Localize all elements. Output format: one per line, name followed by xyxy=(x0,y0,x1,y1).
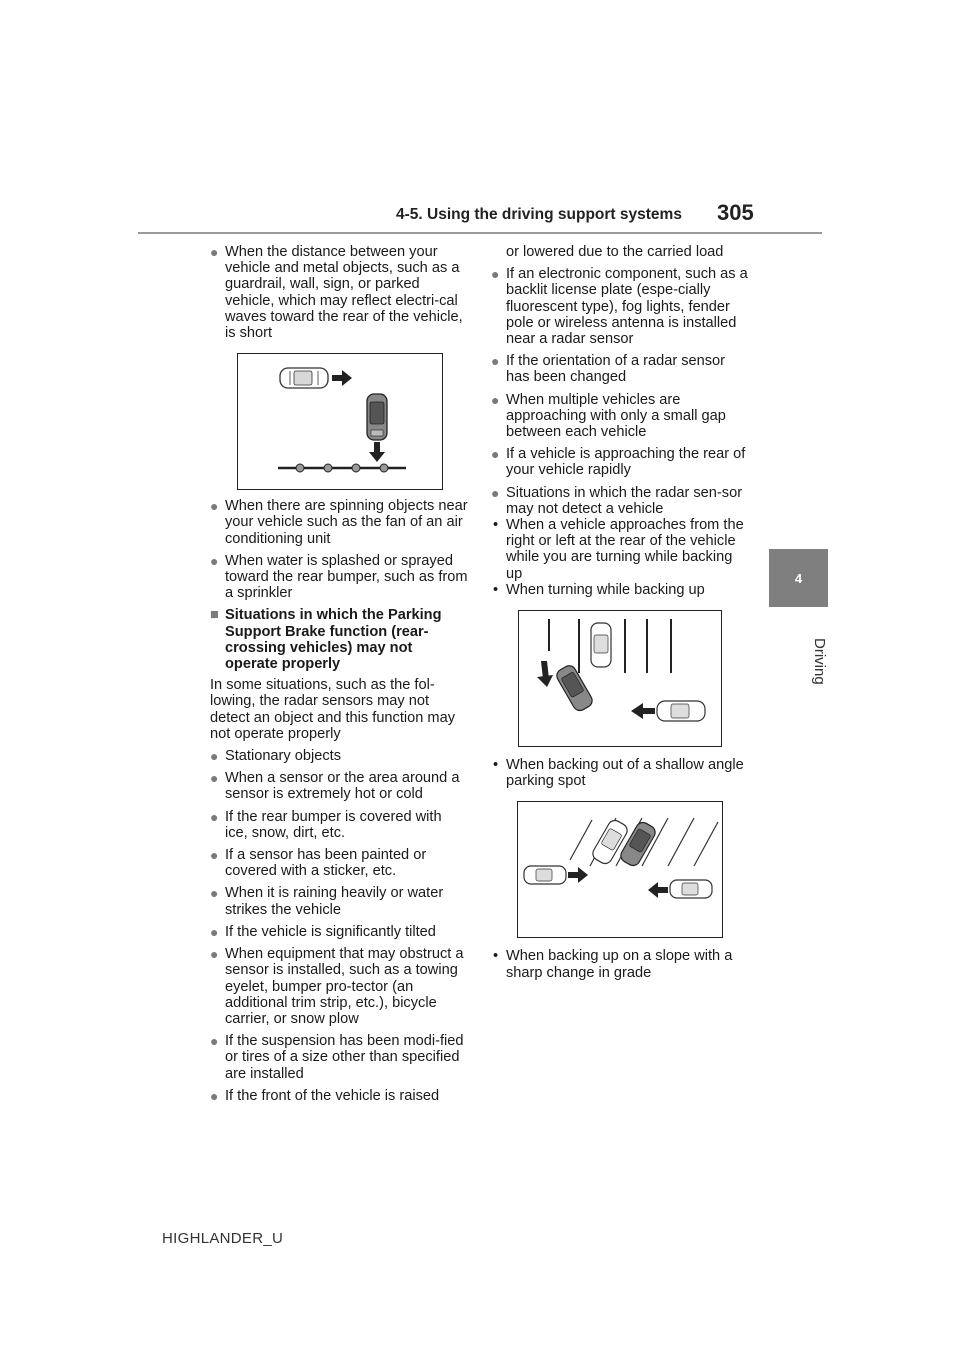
list-item: ● If a sensor has been painted or covered with a sticker, etc. xyxy=(210,847,427,880)
arrow-right-icon xyxy=(332,370,352,386)
bullet-icon: ● xyxy=(210,1087,219,1104)
chapter-tab-number: 4 xyxy=(769,549,828,607)
list-item: ● When multiple vehicles are approaching with only a small gap between each vehicle xyxy=(491,391,726,441)
bullet-icon: ● xyxy=(210,923,219,940)
bullet-icon: ● xyxy=(491,484,500,501)
arrow-left-icon xyxy=(631,703,655,719)
chapter-tab-label: Driving xyxy=(811,637,828,685)
bullet-icon: ● xyxy=(210,946,219,963)
list-item: ● If the rear bumper is covered with ice, snow, dirt, etc. xyxy=(210,808,442,841)
figure-shallow-angle xyxy=(517,801,723,938)
list-item: ● When a sensor or the area around a sensor is extremely hot or cold xyxy=(210,770,460,803)
list-item-continuation: or lowered due to the carried load xyxy=(506,244,724,260)
left-vehicle-shape xyxy=(524,866,566,884)
metal-objects-illustration xyxy=(238,354,442,489)
own-vehicle-shape xyxy=(554,663,594,713)
bullet-icon: ● xyxy=(210,244,219,260)
intro-paragraph: In some situations, such as the fol-lowing, the radar sensors may not detect an object and this function may not operate properly xyxy=(210,677,456,742)
list-item: ● If the front of the vehicle is raised xyxy=(210,1087,440,1104)
header-divider xyxy=(138,232,822,234)
bullet-icon: ● xyxy=(210,808,219,825)
bullet-icon: ● xyxy=(210,847,219,864)
bullet-icon: ● xyxy=(210,748,219,765)
subsection-heading: ■ Situations in which the Parking Support Brake function (rear-crossing vehicles) may not operate properly xyxy=(210,607,442,673)
bullet-icon: ● xyxy=(491,391,500,408)
arrow-left-icon xyxy=(648,882,668,898)
list-item: ● When there are spinning objects near your vehicle such as the fan of an air conditioning unit xyxy=(210,498,468,547)
bullet-icon: ● xyxy=(210,498,219,515)
figure-metal-objects xyxy=(237,353,443,490)
square-bullet-icon: ■ xyxy=(210,607,219,624)
list-item: ● If the orientation of a radar sensor has been changed xyxy=(491,353,726,386)
bullet-icon: ● xyxy=(210,552,219,569)
left-column xyxy=(210,244,468,1110)
list-item: ● When it is raining heavily or water strikes the vehicle xyxy=(210,885,444,918)
list-item: ● If the vehicle is significantly tilted xyxy=(210,923,436,940)
right-column xyxy=(491,244,749,981)
parked-vehicle-shape xyxy=(280,368,328,388)
shallow-angle-illustration xyxy=(518,802,722,937)
sub-item: • When a vehicle approaches from the right or left at the rear of the vehicle while you are turning while backing up xyxy=(493,517,744,582)
list-item: ● When equipment that may obstruct a sensor is installed, such as a towing eyelet, bumper pro-tector (an additional trim strip, etc.), bicycle carrier, or snow plow xyxy=(210,946,464,1027)
figure-turning-backing xyxy=(518,610,722,747)
parked-vehicle-shape xyxy=(591,623,611,667)
list-item: ● Situations in which the radar sen-sor may not detect a vehicle xyxy=(491,484,743,517)
arrow-right-icon xyxy=(568,867,588,883)
sub-item: • When turning while backing up xyxy=(493,581,705,598)
bullet-icon: ● xyxy=(210,1033,219,1050)
own-vehicle-shape xyxy=(367,394,387,440)
section-title: 4-5. Using the driving support systems xyxy=(396,206,682,223)
bullet-icon: ● xyxy=(491,446,500,463)
list-item: ● When the distance between your vehicle and metal objects, such as a guardrail, wall, sign, or parked vehicle, which may reflect electri-cal waves toward the rear of the vehicle, is short xyxy=(210,244,463,342)
arrow-down-left-icon xyxy=(537,661,553,687)
bullet-icon: ● xyxy=(491,353,500,370)
turning-backing-illustration xyxy=(519,611,721,746)
page-number: 305 xyxy=(717,200,754,225)
sub-item: • When backing out of a shallow angle parking spot xyxy=(493,757,744,790)
list-item: ● If an electronic component, such as a backlit license plate (espe-cially fluorescent type), fog lights, fender pole or wireless antenna is installed near a radar sensor xyxy=(491,266,748,348)
approaching-vehicle-shape xyxy=(657,701,705,721)
list-item: ● If the suspension has been modi-fied or tires of a size other than specified are installed xyxy=(210,1033,464,1082)
bullet-icon: ● xyxy=(210,770,219,787)
bullet-icon: ● xyxy=(210,885,219,902)
bullet-icon: ● xyxy=(491,266,500,283)
list-item: ● When water is splashed or sprayed toward the rear bumper, such as from a sprinkler xyxy=(210,552,468,602)
approaching-vehicle-shape xyxy=(670,880,712,898)
arrow-down-icon xyxy=(369,442,385,462)
list-item: ● If a vehicle is approaching the rear of your vehicle rapidly xyxy=(491,446,746,479)
list-item: ● Stationary objects xyxy=(210,748,342,765)
footer-model: HIGHLANDER_U xyxy=(162,1230,284,1247)
sub-item: • When backing up on a slope with a sharp change in grade xyxy=(493,948,733,981)
guardrail-shape xyxy=(278,464,406,472)
